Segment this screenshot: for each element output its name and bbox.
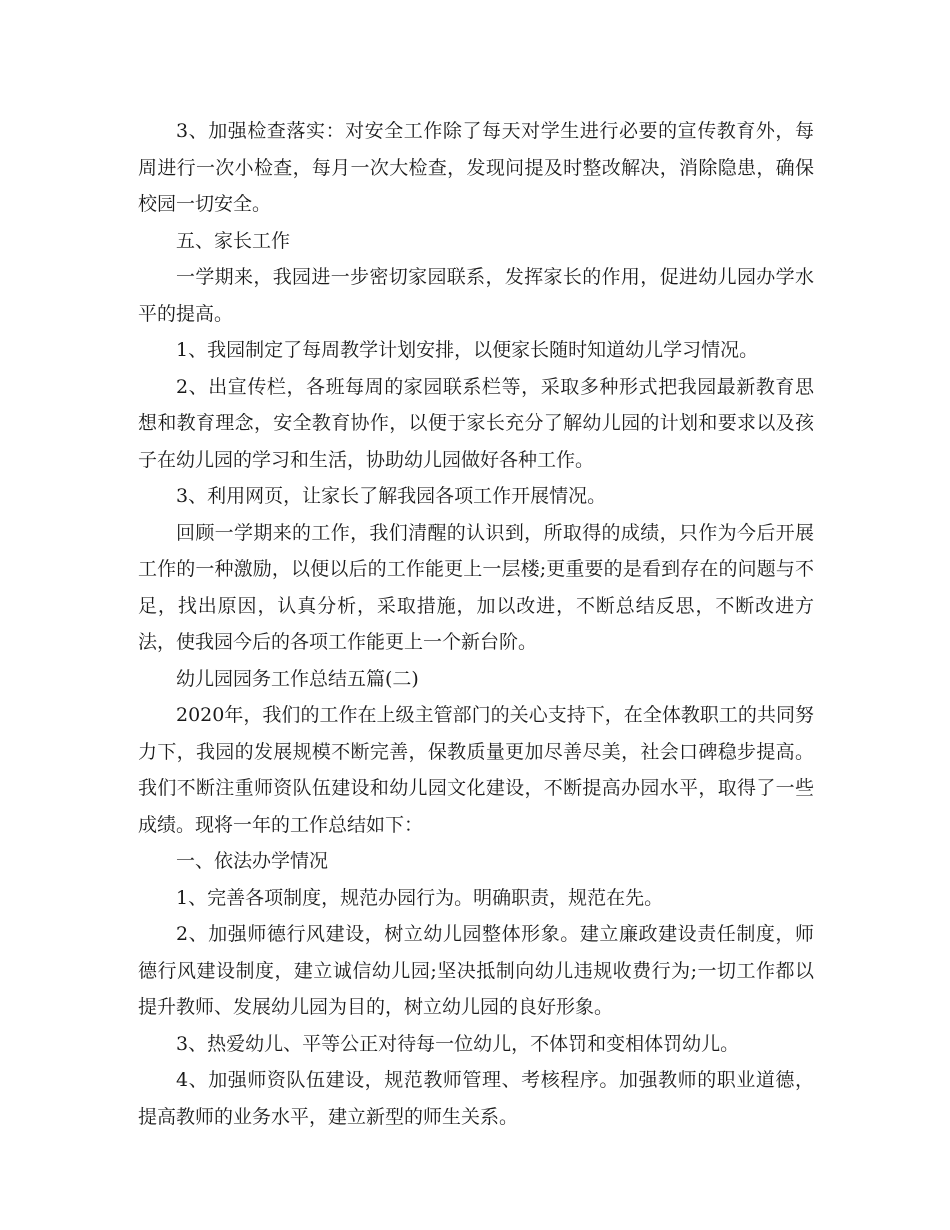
article-title-part-two: 幼儿园园务工作总结五篇(二) (176, 667, 419, 690)
document-body (138, 113, 814, 1135)
paragraph-review: 回顾一学期来的工作，我们清醒的认识到，所取得的成绩，只作为今后开展工作的一种激励，以便以后的工作能更上一层楼;更重要的是看到存在的问题与不足，找出原因，认真分析，采取措施，加以改进，不断总结反思，不断改进方法，使我园今后的各项工作能更上一个新台阶。 (138, 521, 814, 653)
paragraph-safety-inspection: 3、加强检查落实：对安全工作除了每天对学生进行必要的宣传教育外，每周进行一次小检查，每月一次大检查，发现问提及时整改解决，消除隐患，确保校园一切安全。 (138, 120, 814, 215)
paragraph-teacher-team: 4、加强师资队伍建设，规范教师管理、考核程序。加强教师的职业道德，提高教师的业务水平，建立新型的师生关系。 (138, 1069, 814, 1128)
section-heading-law-based: 一、依法办学情况 (176, 850, 329, 872)
paragraph-weekly-plan: 1、我园制定了每周教学计划安排，以便家长随时知道幼儿学习情况。 (176, 339, 759, 361)
paragraph-love-children: 3、热爱幼儿、平等公正对待每一位幼儿，不体罚和变相体罚幼儿。 (176, 1032, 740, 1055)
paragraph-web-page: 3、利用网页，让家长了解我园各项工作开展情况。 (176, 485, 607, 507)
paragraph-ethics: 2、加强师德行风建设，树立幼儿园整体形象。建立廉政建设责任制度，师德行风建设制度，建立诚信幼儿园;坚决抵制向幼儿违规收费行为;一切工作都以提升教师、发展幼儿园为目的，树立幼儿园的良好形象。 (138, 923, 814, 1018)
paragraph-bulletin-board: 2、出宣传栏，各班每周的家园联系栏等，采取多种形式把我园最新教育思想和教育理念，安全教育协作，以便于家长充分了解幼儿园的计划和要求以及孩子在幼儿园的学习和生活，协助幼儿园做好各种工作。 (138, 375, 814, 471)
paragraph-systems: 1、完善各项制度，规范办园行为。明确职责，规范在先。 (176, 886, 664, 909)
paragraph-parent-intro: 一学期来，我园进一步密切家园联系，发挥家长的作用，促进幼儿园办学水平的提高。 (138, 266, 814, 325)
section-heading-parent-work: 五、家长工作 (176, 229, 291, 252)
paragraph-year-intro: 2020年，我们的工作在上级主管部门的关心支持下，在全体教职工的共同努力下，我园的发展规模不断完善，保教质量更加尽善尽美，社会口碑稳步提高。我们不断注重师资队伍建设和幼儿园文化建设，不断提高办园水平，取得了一些成绩。现将一年的工作总结如下： (138, 704, 814, 836)
